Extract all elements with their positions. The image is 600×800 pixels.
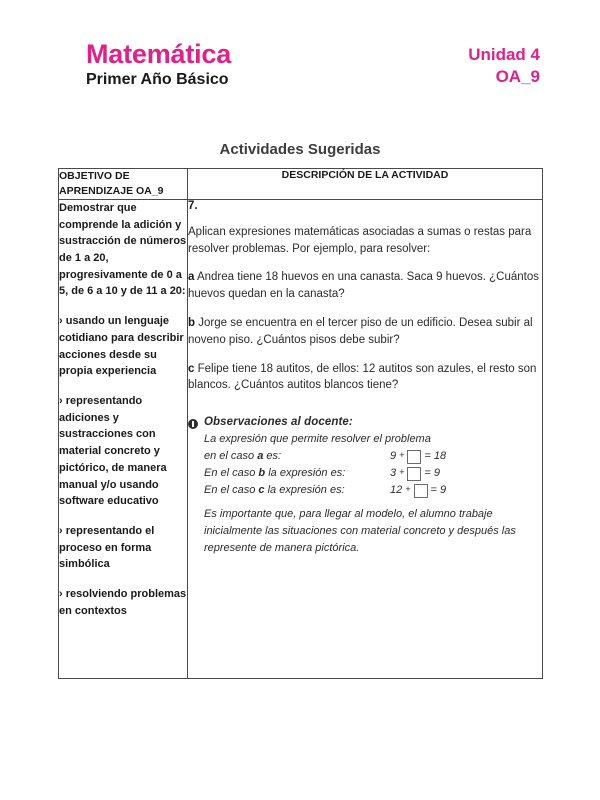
item-text-c: Felipe tiene 18 autitos, de ellos: 12 autitos son azules, el resto son blancos. ¿Cuántos autitos blancos tiene? xyxy=(188,362,537,392)
expression-row-c xyxy=(204,482,542,499)
operand-left-a: 9 xyxy=(390,450,397,463)
expression-label-c: En el caso c la expresión es: xyxy=(204,484,345,497)
operator-b: + xyxy=(399,466,405,477)
teacher-observations xyxy=(188,416,542,557)
page-header xyxy=(0,0,600,110)
operand-left-c: 12 xyxy=(390,484,403,497)
column-header-objective: OBJETIVO DE APRENDIZAJE OA_9 xyxy=(59,169,188,200)
objective-paragraph: Demostrar que comprende la adición y sustracción de números de 1 a 20, progresivamente de 0 a 5, de 6 a 10 y de 11 a 20: xyxy=(59,201,187,298)
observations-closing-text: Es importante que, para llegar al modelo, el alumno trabaje inicialmente las situaciones con material concreto y después las represente de manera pictórica. xyxy=(204,508,516,555)
unit-block xyxy=(468,44,540,88)
item-text-a: Andrea tiene 18 huevos en una canasta. Saca 9 huevos. ¿Cuántos huevos quedan en la canasta? xyxy=(188,271,540,301)
operand-left-b: 3 xyxy=(390,467,397,480)
result-a: = 18 xyxy=(424,450,447,463)
oa-code-label: OA_9 xyxy=(495,67,540,87)
observations-intro: La expresión que permite resolver el problema xyxy=(204,433,431,446)
activities-table xyxy=(58,168,543,679)
item-label-b: b xyxy=(188,316,196,329)
expression-row-b xyxy=(204,465,542,482)
item-text-b: Jorge se encuentra en el tercer piso de un edificio. Desea subir al noveno piso. ¿Cuántos pisos debe subir? xyxy=(188,316,533,346)
blank-box-b[interactable] xyxy=(407,467,421,481)
description-cell xyxy=(188,199,543,678)
observations-body xyxy=(204,431,542,557)
expression-a xyxy=(390,448,446,465)
result-b: = 9 xyxy=(424,467,440,480)
objective-bullet-4: › resolviendo problemas en contextos xyxy=(59,588,187,617)
item-label-c: c xyxy=(188,362,195,375)
expression-label-a: en el caso a es: xyxy=(204,450,282,463)
column-header-description: DESCRIPCIÓN DE LA ACTIVIDAD xyxy=(188,169,543,200)
activity-number: 7. xyxy=(188,199,198,212)
expression-row-a xyxy=(204,448,542,465)
expression-label-b: En el caso b la expresión es: xyxy=(204,467,346,480)
operator-a: + xyxy=(399,449,405,460)
info-circle-icon xyxy=(188,419,198,429)
section-title: Actividades Sugeridas xyxy=(219,141,381,158)
activity-item-c xyxy=(188,361,542,395)
brand-block xyxy=(86,40,231,90)
blank-box-a[interactable] xyxy=(407,450,421,464)
objective-bullet-2: › representando adiciones y sustracciones con material concreto y pictórico, de manera manual y/o usando software educativo xyxy=(59,395,167,508)
page-title: Matemática xyxy=(86,39,232,69)
item-label-a: a xyxy=(188,271,195,284)
observations-title: Observaciones al docente: xyxy=(204,416,353,429)
observations-header xyxy=(188,416,542,429)
blank-box-c[interactable] xyxy=(414,484,428,498)
objective-cell xyxy=(59,199,188,678)
operator-c: + xyxy=(405,483,411,494)
objective-bullet-1: › usando un lenguaje cotidiano para describir acciones desde su propia experiencia xyxy=(59,315,184,378)
expression-b xyxy=(390,465,440,482)
expression-c xyxy=(390,482,446,499)
activity-item-b xyxy=(188,315,542,349)
table-header-row xyxy=(59,169,543,200)
table-row xyxy=(59,199,543,678)
page-subtitle: Primer Año Básico xyxy=(86,71,229,89)
result-c: = 9 xyxy=(430,484,447,497)
activity-intro: Aplican expresiones matemáticas asociadas a sumas o restas para resolver problemas. Por ejemplo, para resolver: xyxy=(188,225,532,255)
unit-label: Unidad 4 xyxy=(468,45,540,64)
objective-bullet-3: › representando el proceso en forma simbólica xyxy=(59,525,155,571)
activity-item-a xyxy=(188,269,542,303)
observations-closing xyxy=(204,506,542,557)
